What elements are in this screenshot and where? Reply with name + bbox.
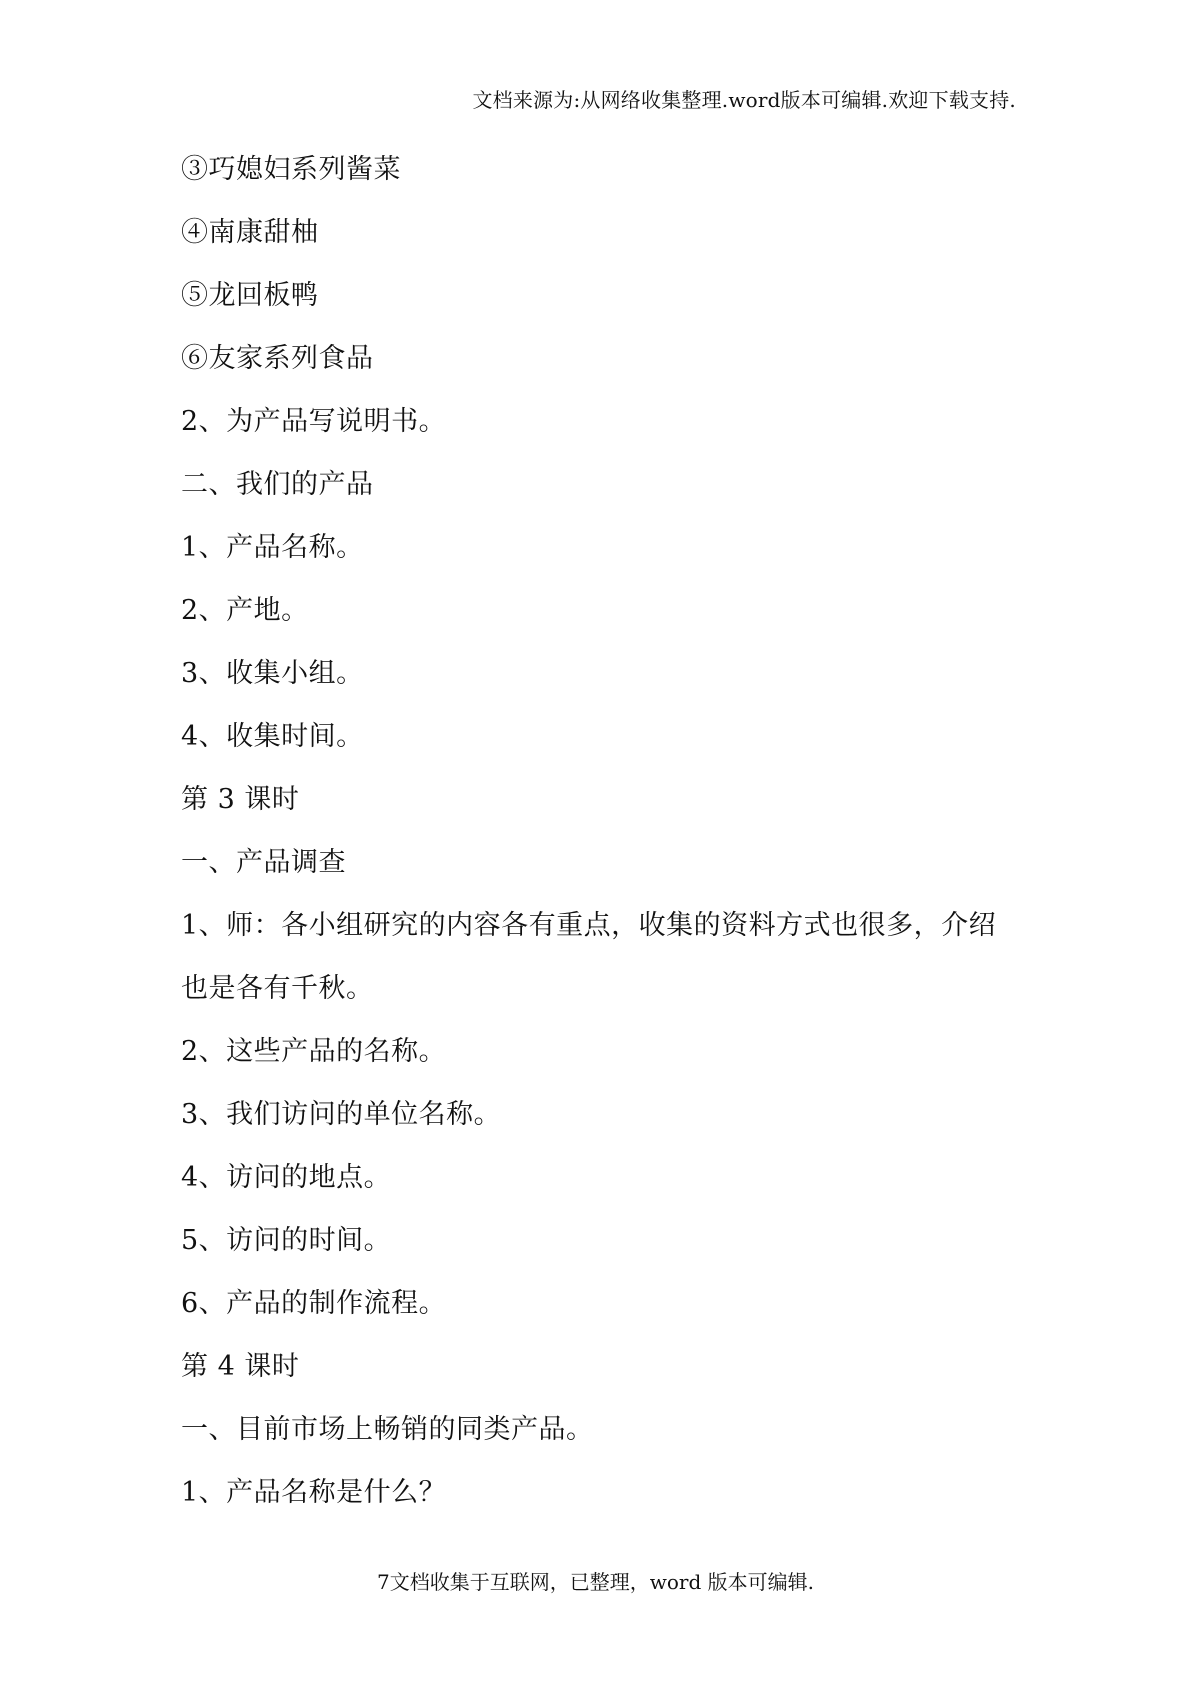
line-origin: 2、产地。 [181,595,309,626]
line-product-name-question: 1、产品名称是什么？ [181,1477,447,1508]
line-item-5: ⑤龙回板鸭 [181,280,319,311]
line-product-name: 1、产品名称。 [181,532,364,563]
line-item-6: ⑥友家系列食品 [181,343,374,374]
section-our-products: 二、我们的产品 [181,469,374,500]
section-market-products: 一、目前市场上畅销的同类产品。 [181,1414,594,1445]
line-teacher-intro-cont: 也是各有千秋。 [181,973,374,1004]
page-footer: 7文档收集于互联网，已整理，word 版本可编辑. [377,1570,814,1594]
lesson-3-heading: 第 3 课时 [181,784,300,815]
line-collect-group: 3、收集小组。 [181,658,364,689]
line-visit-time: 5、访问的时间。 [181,1225,392,1256]
lesson-4-heading: 第 4 课时 [181,1351,300,1382]
page-header: 文档来源为:从网络收集整理.word版本可编辑.欢迎下载支持. [472,88,1016,112]
line-teacher-intro: 1、师：各小组研究的内容各有重点，收集的资料方式也很多，介绍 [181,910,997,941]
document-body [181,150,1031,1536]
line-item-4: ④南康甜柚 [181,217,319,248]
line-write-manual: 2、为产品写说明书。 [181,406,447,437]
line-visit-unit: 3、我们访问的单位名称。 [181,1099,502,1130]
line-item-3: ③巧媳妇系列酱菜 [181,154,401,185]
line-visit-place: 4、访问的地点。 [181,1162,392,1193]
line-production-process: 6、产品的制作流程。 [181,1288,447,1319]
line-collect-time: 4、收集时间。 [181,721,364,752]
line-product-names: 2、这些产品的名称。 [181,1036,447,1067]
section-product-survey: 一、产品调查 [181,847,346,878]
